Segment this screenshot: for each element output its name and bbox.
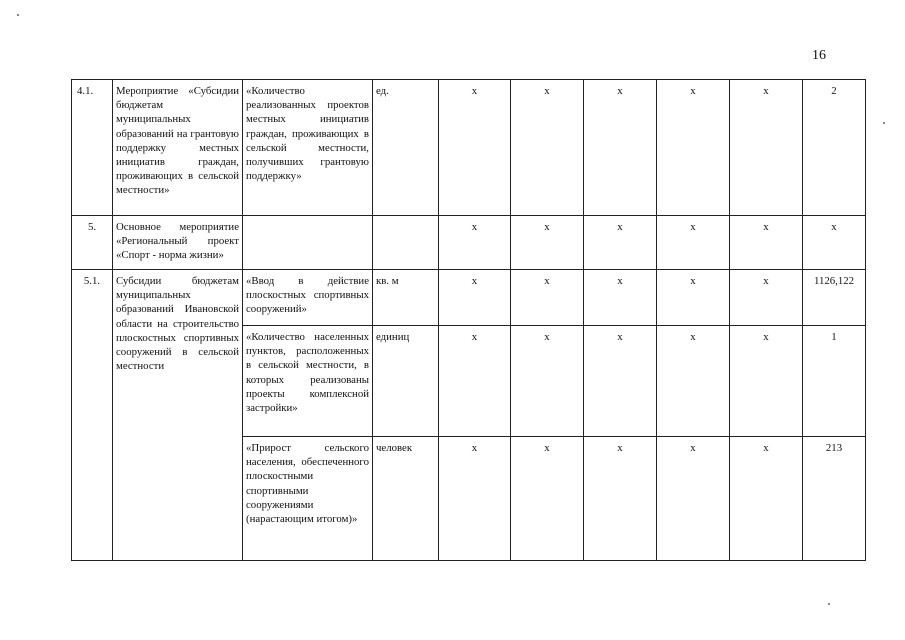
value-cell: х — [730, 270, 803, 326]
value-cell: х — [584, 80, 657, 216]
value-cell: х — [657, 270, 730, 326]
indicator-name — [243, 216, 373, 270]
unit: кв. м — [373, 270, 439, 326]
table-row — [72, 216, 866, 270]
value-cell: х — [657, 326, 730, 437]
value-cell: х — [803, 216, 866, 270]
value-cell: х — [511, 437, 584, 561]
value-cell: х — [657, 80, 730, 216]
value-cell: х — [439, 80, 511, 216]
value-cell: х — [657, 437, 730, 561]
value-cell: х — [439, 270, 511, 326]
indicator-name: «Количество реализованных проектов местных инициатив граждан, проживающих в сельской местности, получивших грантовую поддержку» — [243, 80, 373, 216]
row-number: 4.1. — [72, 80, 113, 216]
value-cell: 2 — [803, 80, 866, 216]
indicator-name: «Прирост сельского населения, обеспеченного плоскостными спортивными сооружениями (нарастающим итогом)» — [243, 437, 373, 561]
indicator-name: «Количество населенных пунктов, расположенных в сельской местности, в которых реализованы проекты комплексной застройки» — [243, 326, 373, 437]
event-name: Мероприятие «Субсидии бюджетам муниципальных образований на грантовую поддержку местных инициатив граждан, проживающих в сельской местности» — [113, 80, 243, 216]
unit: человек — [373, 437, 439, 561]
value-cell: х — [584, 270, 657, 326]
indicator-name: «Ввод в действие плоскостных спортивных сооружений» — [243, 270, 373, 326]
scan-speck — [17, 14, 19, 16]
event-name: Основное мероприятие «Региональный проект «Спорт - норма жизни» — [113, 216, 243, 270]
value-cell: х — [439, 216, 511, 270]
unit — [373, 216, 439, 270]
value-cell: х — [511, 270, 584, 326]
value-cell: х — [657, 216, 730, 270]
unit: единиц — [373, 326, 439, 437]
scan-speck — [883, 122, 885, 124]
indicators-table — [71, 79, 866, 561]
value-cell: х — [584, 216, 657, 270]
scan-speck — [828, 603, 830, 605]
value-cell: 1126,122 — [803, 270, 866, 326]
value-cell: х — [439, 326, 511, 437]
value-cell: 1 — [803, 326, 866, 437]
value-cell: х — [511, 216, 584, 270]
value-cell: х — [730, 216, 803, 270]
row-number: 5. — [72, 216, 113, 270]
value-cell: х — [584, 437, 657, 561]
value-cell: х — [730, 80, 803, 216]
table-row — [72, 270, 866, 326]
value-cell: х — [511, 80, 584, 216]
page-number: 16 — [812, 48, 826, 63]
value-cell: 213 — [803, 437, 866, 561]
unit: ед. — [373, 80, 439, 216]
value-cell: х — [511, 326, 584, 437]
value-cell: х — [439, 437, 511, 561]
table-row — [72, 80, 866, 216]
value-cell: х — [730, 437, 803, 561]
row-number: 5.1. — [72, 270, 113, 561]
event-name: Субсидии бюджетам муниципальных образований Ивановской области на строительство плоскостных спортивных сооружений в сельской местности — [113, 270, 243, 561]
value-cell: х — [584, 326, 657, 437]
value-cell: х — [730, 326, 803, 437]
